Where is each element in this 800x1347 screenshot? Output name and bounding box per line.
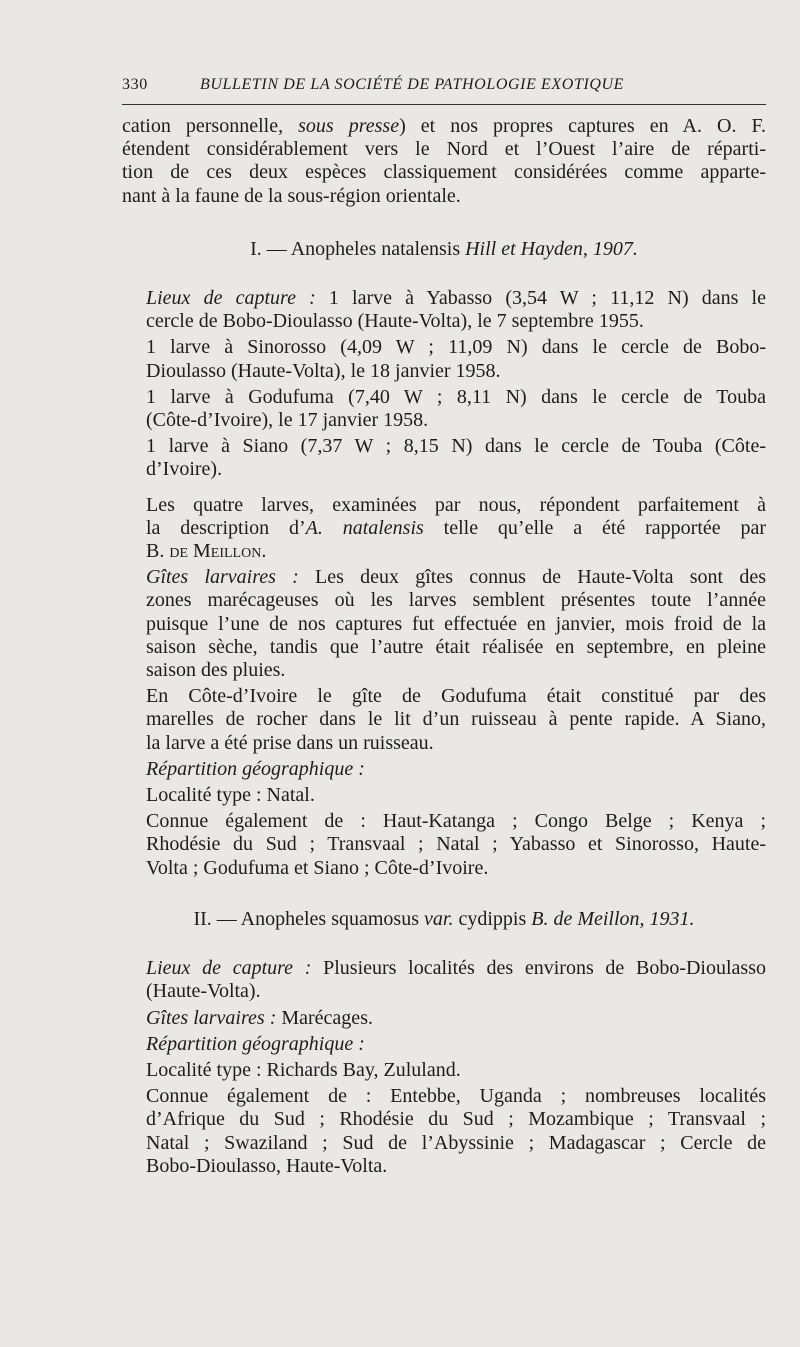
cote-divoire-paragraph: En Côte-d’Ivoire le gîte de Godufuma était constitué par des marelles de rocher dans le lit d’un ruisseau à pente rapide. A Siano, la larve a été prise dans un ruisseau.	[146, 685, 766, 754]
captures-paragraph-2: Lieux de capture : Plusieurs localités des environs de Bobo-Dioulasso (Haute-Volta).	[146, 957, 766, 1003]
gites-paragraph: Gîtes larvaires : Les deux gîtes connus de Haute-Volta sont des zones marécageuses où les larves semblent présentes toute l’année puisque l’une de nos captures fut effectuée en janvier, mois froid de la saison sèche, tandis que l’autre était réalisée en septembre, en pleine saison des pluies.	[146, 566, 766, 682]
header-rule	[122, 104, 766, 105]
repartition-label: Répartition géographique :	[146, 757, 365, 780]
article-body	[122, 115, 766, 1181]
running-header	[122, 72, 764, 102]
page-number: 330	[122, 76, 148, 93]
captures-paragraph: Lieux de capture : 1 larve à Yabasso (3,54 W ; 11,12 N) dans le cercle de Bobo-Dioulasso (Haute-Volta), le 7 septembre 1955.	[146, 287, 766, 333]
known-localities: Connue également de : Haut-Katanga ; Congo Belge ; Kenya ; Rhodésie du Sud ; Transvaal ; Natal ; Yabasso et Sinorosso, Haute- Volta ; Godufuma et Siano ; Côte-d’Ivoire.	[146, 810, 766, 879]
running-title: BULLETIN DE LA SOCIÉTÉ DE PATHOLOGIE EXOTIQUE	[200, 76, 625, 93]
type-locality: Localité type : Natal.	[146, 784, 315, 807]
capture-item: 1 larve à Godufuma (7,40 W ; 8,11 N) dans le cercle de Touba (Côte-d’Ivoire), le 17 janvier 1958.	[146, 385, 766, 432]
repartition-label-2: Répartition géographique :	[146, 1032, 365, 1055]
capture-item: 1 larve à Sinorosso (4,09 W ; 11,09 N) dans le cercle de Bobo- Dioulasso (Haute-Volta), le 18 janvier 1958.	[146, 336, 766, 382]
known-localities-2: Connue également de : Entebbe, Uganda ; nombreuses localités d’Afrique du Sud ; Rhodésie du Sud ; Mozambique ; Transvaal ; Natal ; Swaziland ; Sud de l’Abyssinie ; Madagascar ; Cercle de Bobo-Dioulasso, Haute-Volta.	[146, 1085, 766, 1177]
intro-paragraph: cation personnelle, sous presse) et nos propres captures en A. O. F. étendent considérablement vers le Nord et l’Ouest l’aire de réparti- tion de ces deux espèces classiquement considérées comme apparte- nant à la faune de la sous-région orientale.	[122, 115, 767, 207]
description-paragraph: Les quatre larves, examinées par nous, répondent parfaitement à la description d’A. natalensis telle qu’elle a été rapportée par B. de Meillon.	[146, 493, 766, 563]
section-heading-squamosus: II. — Anopheles squamosus var. cydippis B. de Meillon, 1931.	[193, 907, 695, 930]
capture-item: 1 larve à Siano (7,37 W ; 8,15 N) dans le cercle de Touba (Côte- d’Ivoire).	[146, 435, 766, 481]
gites-paragraph-2: Gîtes larvaires : Marécages.	[146, 1006, 373, 1029]
section-heading-natalensis: I. — Anopheles natalensis Hill et Hayden, 1907.	[250, 237, 638, 260]
type-locality-2: Localité type : Richards Bay, Zululand.	[146, 1058, 461, 1081]
